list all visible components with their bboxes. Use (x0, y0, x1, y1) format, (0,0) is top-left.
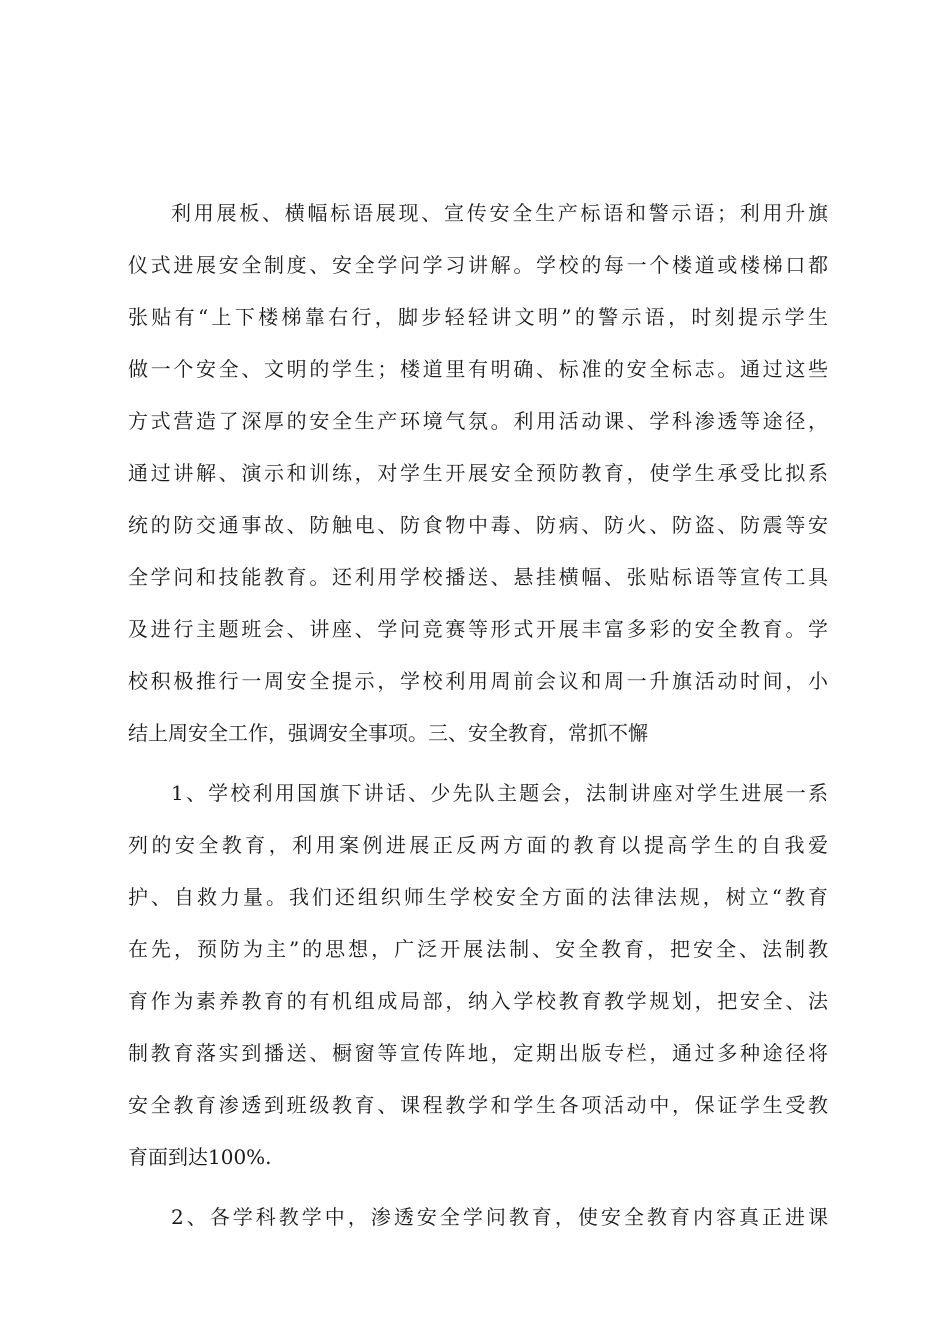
paragraph (128, 1191, 828, 1243)
text-line: 2、各学科教学中，渗透安全学问教育，使安全教育内容真正进课 (171, 1205, 828, 1229)
text-line: 张贴有“上下楼梯靠右行，脚步轻轻讲文明”的警示语，时刻提示学生 (128, 305, 828, 329)
text-line: 统的防交通事故、防触电、防食物中毒、防病、防火、防盗、防震等安 (128, 513, 828, 537)
text-line: 方式营造了深厚的安全生产环境气氛。利用活动课、学科渗透等途径， (128, 409, 828, 433)
text-line: 护、自救力量。我们还组织师生学校安全方面的法律法规，树立“教育 (128, 885, 828, 909)
text-line: 通过讲解、演示和训练，对学生开展安全预防教育，使学生承受比拟系 (128, 461, 828, 485)
text-line: 全学问和技能教育。还利用学校播送、悬挂横幅、张贴标语等宣传工具 (128, 565, 828, 589)
text-line: 仪式进展安全制度、安全学问学习讲解。学校的每一个楼道或楼梯口都 (128, 253, 828, 277)
paragraph (128, 187, 828, 759)
text-line: 在先，预防为主”的思想，广泛开展法制、安全教育，把安全、法制教 (128, 937, 828, 961)
text-line: 列的安全教育，利用案例进展正反两方面的教育以提高学生的自我爱 (128, 833, 828, 857)
text-line: 育作为素养教育的有机组成局部，纳入学校教育教学规划，把安全、法 (128, 989, 828, 1013)
text-line: 结上周安全工作，强调安全事项。三、安全教育，常抓不懈 (128, 721, 648, 745)
paragraph (128, 767, 828, 1183)
text-line: 及进行主题班会、讲座、学问竞赛等形式开展丰富多彩的安全教育。学 (128, 617, 828, 641)
document-body (128, 187, 828, 1243)
text-line: 育面到达100%. (128, 1145, 272, 1169)
paragraph-spacer (128, 759, 828, 767)
text-line: 利用展板、横幅标语展现、宣传安全生产标语和警示语；利用升旗 (171, 201, 828, 225)
text-line: 安全教育渗透到班级教育、课程教学和学生各项活动中，保证学生受教 (128, 1093, 828, 1117)
text-line: 1、学校利用国旗下讲话、少先队主题会，法制讲座对学生进展一系 (171, 781, 828, 805)
text-line: 做一个安全、文明的学生；楼道里有明确、标准的安全标志。通过这些 (128, 357, 828, 381)
paragraph-spacer (128, 1183, 828, 1191)
text-line: 校积极推行一周安全提示，学校利用周前会议和周一升旗活动时间，小 (128, 669, 828, 693)
text-line: 制教育落实到播送、橱窗等宣传阵地，定期出版专栏，通过多种途径将 (128, 1041, 828, 1065)
